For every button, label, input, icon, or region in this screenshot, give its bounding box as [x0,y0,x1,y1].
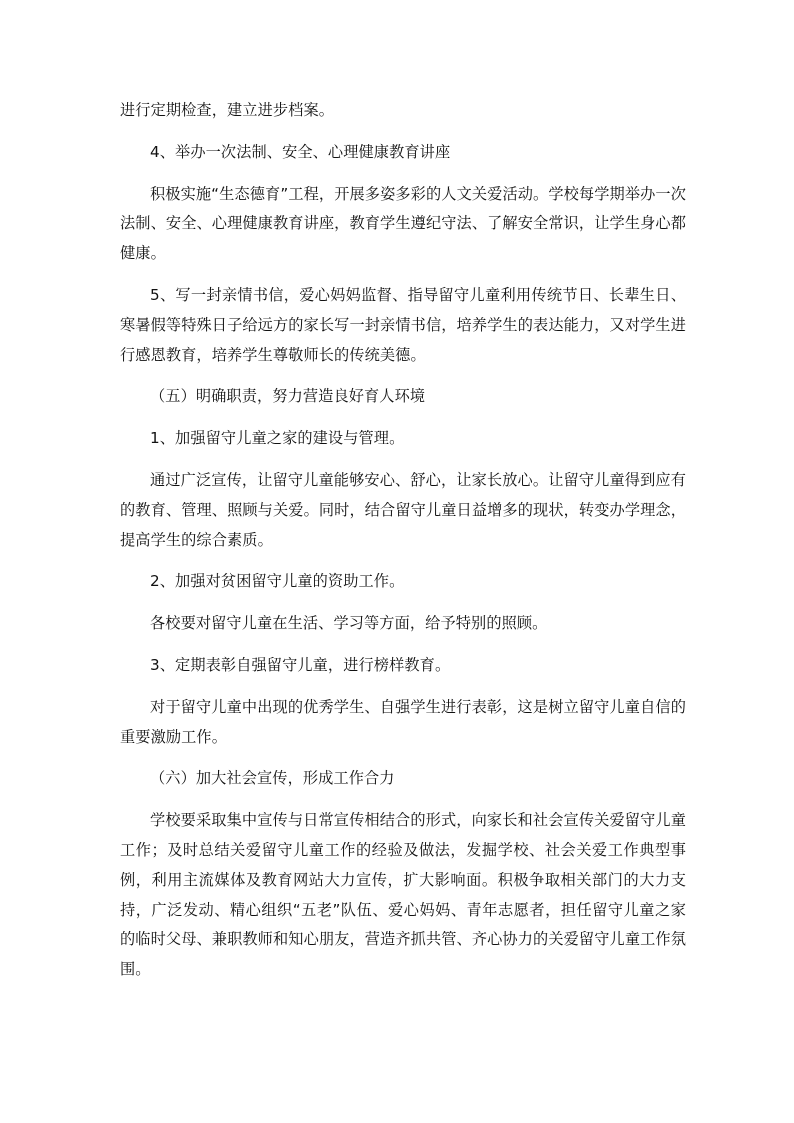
paragraph-commendation: 对于留守儿童中出现的优秀学生、自强学生进行表彰，这是树立留守儿童自信的重要激励工作。 [120,697,686,746]
paragraph-social-publicity: 学校要采取集中宣传与日常宣传相结合的形式，向家长和社会宣传关爱留守儿童工作；及时总结关爱留守儿童工作的经验及做法，发掘学校、社会关爱工作典型事例，利用主流媒体及教育网站大力宣传，扩大影响面。积极争取相关部门的大力支持，广泛发动、精心组织“五老”队伍、爱心妈妈、青年志愿者，担任留守儿童之家的临时父母、兼职教师和知心朋友，营造齐抓共管、齐心协力的关爱留守儿童工作氛围。 [120,811,686,979]
document-body [120,96,686,985]
paragraph-ecological-education: 积极实施“生态德育”工程，开展多姿多彩的人文关爱活动。学校每学期举办一次法制、安全、心理健康教育讲座，教育学生遵纪守法、了解安全常识，让学生身心都健康。 [120,184,686,263]
heading-item-5-3: 3、定期表彰自强留守儿童，进行榜样教育。 [150,655,451,674]
paragraph-special-care: 各校要对留守儿童在生活、学习等方面，给予特别的照顾。 [150,614,548,633]
heading-item-4: 4、举办一次法制、安全、心理健康教育讲座 [150,142,451,161]
heading-section-5: （五）明确职责，努力营造良好育人环境 [150,387,426,406]
heading-item-5-1: 1、加强留守儿童之家的建设与管理。 [150,429,405,448]
paragraph-publicity: 通过广泛宣传，让留守儿童能够安心、舒心，让家长放心。让留守儿童得到应有的教育、管理、照顾与关爱。同时，结合留守儿童日益增多的现状，转变办学理念，提高学生的综合素质。 [120,470,686,549]
paragraph-item-5-letters: 5、写一封亲情书信，爱心妈妈监督、指导留守儿童利用传统节日、长辈生日、寒暑假等特殊日子给远方的家长写一封亲情书信，培养学生的表达能力，又对学生进行感恩教育，培养学生尊敬师长的传统美德。 [120,285,686,364]
heading-section-6: （六）加大社会宣传，形成工作合力 [150,769,395,788]
paragraph-continued: 进行定期检查，建立进步档案。 [120,101,335,119]
heading-item-5-2: 2、加强对贫困留守儿童的资助工作。 [150,572,405,591]
